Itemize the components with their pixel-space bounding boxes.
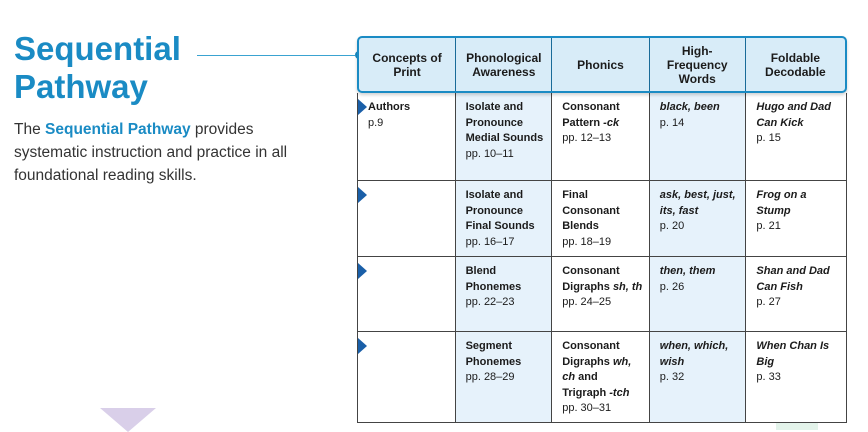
hfw-text: black, been — [659, 101, 720, 113]
table-row — [357, 181, 847, 257]
cell-phonological — [456, 93, 553, 180]
phonics-text: Consonant Digraphs sh, th — [562, 265, 643, 293]
hfw-text: then, them — [659, 265, 716, 277]
pathway-table — [357, 36, 847, 423]
description-suffix: provides systematic instruction and practice in all foundational reading skills. — [14, 121, 288, 184]
page-title — [14, 30, 181, 106]
phonological-page: pp. 22–23 — [465, 296, 515, 308]
title-line-1: Sequential — [14, 30, 181, 67]
table-row — [357, 257, 847, 332]
description-prefix: The — [14, 121, 46, 138]
phonological-text: Isolate and Pronounce Final Sounds — [465, 189, 535, 232]
phonological-page: pp. 28–29 — [465, 371, 515, 383]
decodable-page: p. 27 — [756, 296, 781, 308]
header-foldable-decodable: Foldable Decodable — [765, 50, 826, 79]
row-marker-icon — [358, 99, 367, 115]
title-line-2: Pathway — [14, 68, 148, 105]
decodable-page: p. 15 — [756, 132, 781, 144]
header-phonological-awareness: Phonological Awareness — [456, 38, 552, 91]
table-row — [357, 93, 847, 181]
cell-decodable — [746, 257, 846, 331]
header-concepts-of-print: Concepts of Print — [359, 38, 456, 91]
cell-phonological — [456, 257, 553, 331]
hfw-text: when, which, wish — [659, 340, 729, 368]
leader-line — [197, 55, 355, 56]
decorative-triangle — [100, 408, 156, 432]
hfw-page: p. 32 — [659, 371, 685, 383]
concepts-text: Authors — [368, 101, 411, 113]
hfw-page: p. 20 — [659, 220, 685, 232]
decodable-page: p. 21 — [756, 220, 781, 232]
phonics-page: pp. 12–13 — [562, 132, 612, 144]
table-header — [357, 36, 847, 93]
decodable-title: Shan and Dad Can Fish — [756, 265, 830, 293]
phonological-page: pp. 16–17 — [465, 235, 515, 248]
cell-concepts — [358, 93, 456, 180]
cell-phonics — [552, 93, 650, 180]
header-high-frequency-words: High-Frequency Words — [650, 38, 746, 91]
cell-phonics — [552, 332, 650, 422]
phonics-text: Final Consonant Blends — [562, 189, 620, 232]
cell-hfw — [650, 257, 747, 331]
description — [14, 118, 314, 187]
cell-phonics — [552, 257, 650, 331]
phonics-text: Consonant Digraphs wh, ch and Trigraph -tch — [562, 340, 632, 399]
hfw-text: ask, best, just, its, fast — [659, 189, 736, 217]
cell-concepts — [358, 332, 456, 422]
header-phonics: Phonics — [552, 38, 649, 91]
cell-decodable — [746, 93, 846, 180]
cell-hfw — [650, 93, 747, 180]
phonological-text: Segment Phonemes — [465, 340, 522, 368]
row-marker-icon — [358, 187, 367, 203]
phonics-page: pp. 30–31 — [562, 402, 612, 414]
cell-decodable — [746, 181, 846, 256]
cell-phonics — [552, 181, 650, 256]
cell-decodable — [746, 332, 846, 422]
hfw-page: p. 26 — [659, 280, 685, 293]
cell-hfw — [650, 181, 747, 256]
row-marker-icon — [358, 338, 367, 354]
cell-phonological — [456, 332, 553, 422]
description-highlight: Sequential Pathway — [45, 121, 191, 138]
phonics-text: Consonant Pattern -ck — [562, 101, 620, 129]
table-row — [357, 332, 847, 423]
decodable-title: When Chan Is Big — [756, 340, 830, 368]
hfw-page: p. 14 — [659, 116, 685, 129]
concepts-page: p.9 — [368, 116, 384, 129]
decodable-page: p. 33 — [756, 371, 781, 383]
phonological-text: Blend Phonemes — [465, 265, 522, 293]
phonics-page: pp. 24–25 — [562, 296, 612, 308]
decodable-title: Hugo and Dad Can Kick — [756, 101, 831, 129]
cell-concepts — [358, 257, 456, 331]
cell-hfw — [650, 332, 747, 422]
phonological-page: pp. 10–11 — [465, 147, 514, 160]
phonics-page: pp. 18–19 — [562, 235, 612, 248]
row-marker-icon — [358, 263, 367, 279]
cell-phonological — [456, 181, 553, 256]
cell-concepts — [358, 181, 456, 256]
decodable-title: Frog on a Stump — [756, 189, 807, 217]
phonological-text: Isolate and Pronounce Medial Sounds — [465, 101, 544, 144]
